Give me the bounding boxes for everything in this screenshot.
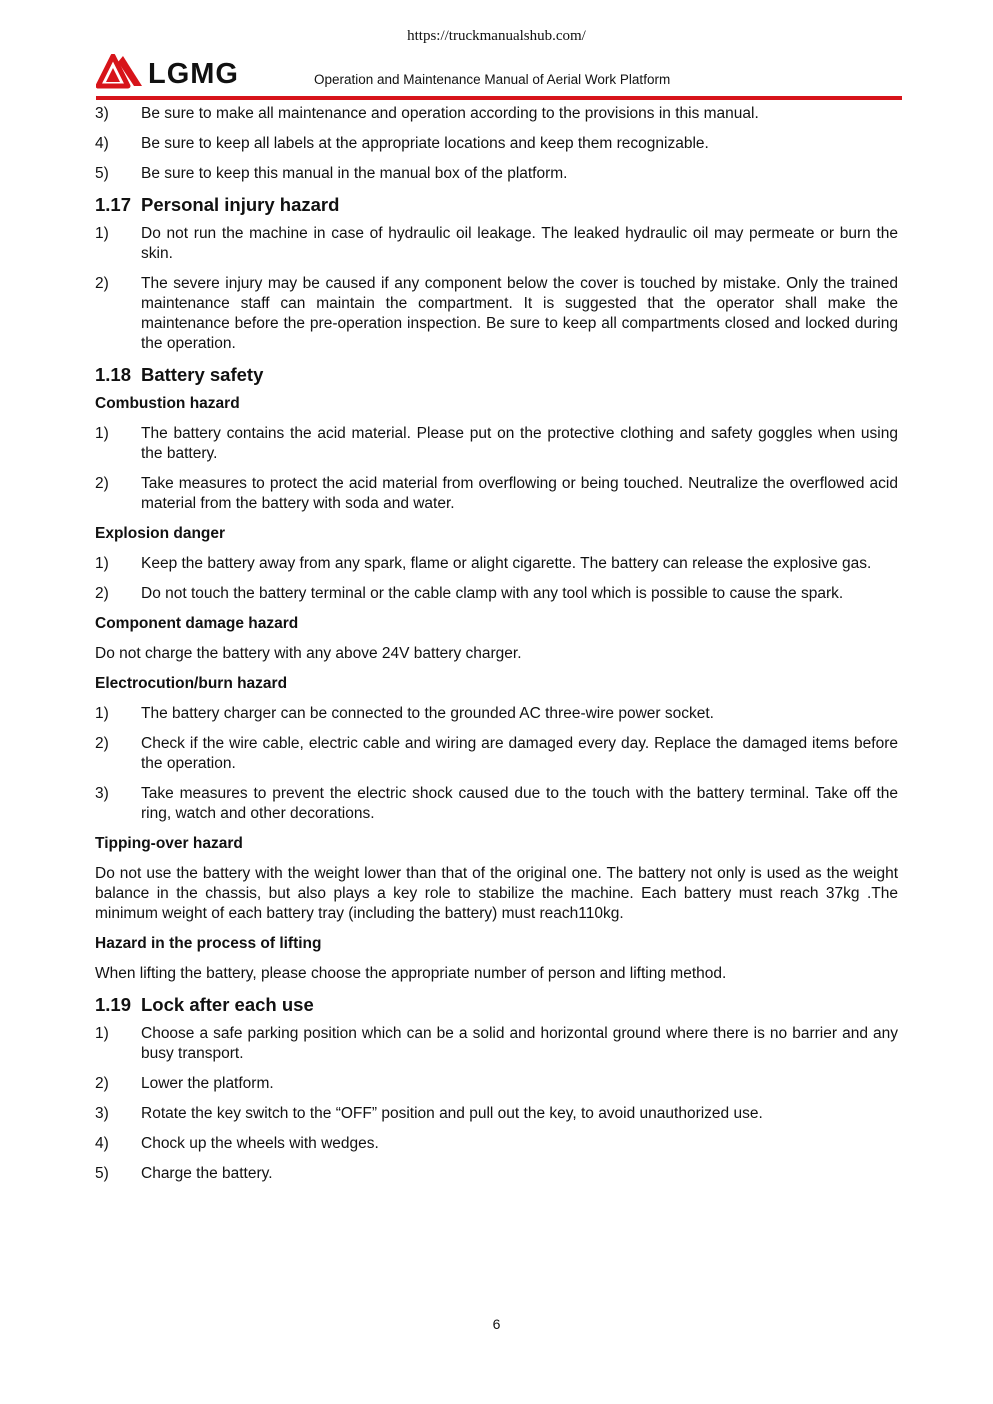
item-number: 1) xyxy=(95,555,109,572)
subheading-electrocution: Electrocution/burn hazard xyxy=(95,675,288,692)
section-heading-1-17 xyxy=(95,194,898,216)
item-number: 3) xyxy=(95,785,109,802)
section-number: 1.17 xyxy=(95,194,132,215)
item-number: 2) xyxy=(95,475,109,492)
item-text: Chock up the wheels with wedges. xyxy=(141,1135,379,1152)
item-text: Keep the battery away from any spark, flame or alight cigarette. The battery can release the explosive gas. xyxy=(141,555,872,572)
page-header xyxy=(96,54,902,100)
subheading-lifting: Hazard in the process of lifting xyxy=(95,935,322,952)
list-item xyxy=(95,1104,898,1124)
header-rule xyxy=(96,96,902,100)
section-number: 1.18 xyxy=(95,364,132,385)
item-number: 2) xyxy=(95,275,109,292)
subheading-explosion: Explosion danger xyxy=(95,525,226,542)
item-text: Be sure to keep this manual in the manual box of the platform. xyxy=(141,165,568,182)
list-item xyxy=(95,274,898,354)
section-title: Personal injury hazard xyxy=(141,194,340,215)
item-text: Take measures to prevent the electric shock caused due to the touch with the battery terminal. Take off the ring, watch and other decorations. xyxy=(141,785,898,822)
section-heading-1-18 xyxy=(95,364,898,386)
item-text: Rotate the key switch to the “OFF” position and pull out the key, to avoid unauthorized use. xyxy=(141,1105,763,1122)
item-text: Be sure to make all maintenance and operation according to the provisions in this manual. xyxy=(141,105,759,122)
list-item xyxy=(95,1164,898,1184)
subheading-component-damage: Component damage hazard xyxy=(95,615,299,632)
list-item xyxy=(95,104,898,124)
item-number: 2) xyxy=(95,585,109,602)
item-text: Charge the battery. xyxy=(141,1165,273,1182)
item-number: 2) xyxy=(95,735,109,752)
page-content xyxy=(95,104,898,1194)
list-item xyxy=(95,1074,898,1094)
item-number: 1) xyxy=(95,705,109,722)
item-text: The battery charger can be connected to the grounded AC three-wire power socket. xyxy=(141,705,714,722)
item-number: 5) xyxy=(95,165,109,182)
lgmg-logo xyxy=(96,54,261,90)
logo-text: LGMG xyxy=(148,58,239,90)
item-text: Check if the wire cable, electric cable and wiring are damaged every day. Replace the damaged items before the operation. xyxy=(141,735,898,772)
list-item xyxy=(95,134,898,154)
item-text: Do not run the machine in case of hydraulic oil leakage. The leaked hydraulic oil may permeate or burn the skin. xyxy=(141,225,898,262)
item-text: The severe injury may be caused if any component below the cover is touched by mistake. Only the trained maintenance staff can maintain the compartment. It is suggested that the operator shall make the maintenance before the pre-operation inspection. Be sure to keep all compartments closed and locked during the operation. xyxy=(141,275,898,352)
list-item xyxy=(95,584,898,604)
section-title: Battery safety xyxy=(141,364,264,385)
item-number: 5) xyxy=(95,1165,109,1182)
item-number: 3) xyxy=(95,105,109,122)
item-text: Take measures to protect the acid material from overflowing or being touched. Neutralize the overflowed acid material from the battery with soda and water. xyxy=(141,475,898,512)
source-url[interactable]: https://truckmanualshub.com/ xyxy=(407,28,586,44)
item-number: 1) xyxy=(95,225,109,242)
list-item xyxy=(95,424,898,464)
item-number: 1) xyxy=(95,425,109,442)
list-item xyxy=(95,164,898,184)
subheading-combustion: Combustion hazard xyxy=(95,395,240,412)
list-item xyxy=(95,734,898,774)
header-title: Operation and Maintenance Manual of Aerial Work Platform xyxy=(314,72,671,87)
list-item xyxy=(95,1134,898,1154)
paragraph: When lifting the battery, please choose the appropriate number of person and lifting method. xyxy=(95,965,727,982)
page-number: 6 xyxy=(492,1316,501,1332)
list-item xyxy=(95,474,898,514)
item-number: 4) xyxy=(95,135,109,152)
item-number: 2) xyxy=(95,1075,109,1092)
list-item xyxy=(95,224,898,264)
item-number: 1) xyxy=(95,1025,109,1042)
list-item xyxy=(95,784,898,824)
item-text: Do not touch the battery terminal or the cable clamp with any tool which is possible to cause the spark. xyxy=(141,585,844,602)
item-text: Lower the platform. xyxy=(141,1075,274,1092)
section-heading-1-19 xyxy=(95,994,898,1016)
section-title: Lock after each use xyxy=(141,994,314,1015)
list-item xyxy=(95,704,898,724)
item-text: The battery contains the acid material. Please put on the protective clothing and safety goggles when using the battery. xyxy=(141,425,898,462)
paragraph: Do not use the battery with the weight lower than that of the original one. The battery not only is used as the weight balance in the chassis, but also plays a key role to stabilize the machine. Each battery must reach 37kg .The minimum weight of each battery tray (including the battery) must reach110kg. xyxy=(95,865,898,922)
subheading-tipping-over: Tipping-over hazard xyxy=(95,835,243,852)
item-text: Choose a safe parking position which can be a solid and horizontal ground where there is no barrier and any busy transport. xyxy=(141,1025,898,1062)
paragraph: Do not charge the battery with any above 24V battery charger. xyxy=(95,645,522,662)
item-number: 3) xyxy=(95,1105,109,1122)
list-item xyxy=(95,554,898,574)
list-item xyxy=(95,1024,898,1064)
item-text: Be sure to keep all labels at the appropriate locations and keep them recognizable. xyxy=(141,135,709,152)
section-number: 1.19 xyxy=(95,994,132,1015)
item-number: 4) xyxy=(95,1135,109,1152)
